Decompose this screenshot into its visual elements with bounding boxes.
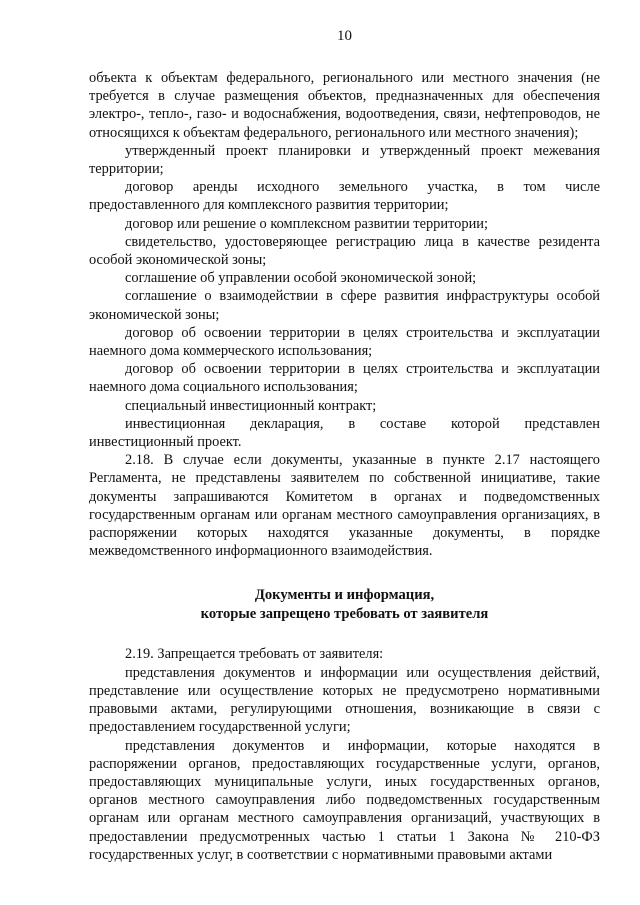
paragraph: соглашение о взаимодействии в сфере развития инфраструктуры особой экономической зоны; — [89, 288, 600, 323]
paragraph: договор об освоении территории в целях строительства и эксплуатации наемного дома социального использования; — [89, 361, 600, 396]
paragraph: 2.18. В случае если документы, указанные в пункте 2.17 настоящего Регламента, не представлены заявителем по собственной инициативе, такие документы запрашиваются Комитетом в органах и подведомственных государственным органам или органам местного самоуправления организациях, в распоряжении которых находятся указанные документы, в порядке межведомственного информационного взаимодействия. — [89, 452, 600, 560]
paragraph: соглашение об управлении особой экономической зоной; — [125, 270, 477, 287]
paragraph: объекта к объектам федерального, регионального или местного значения (не требуется в случае размещения объектов, предназначенных для обеспечения электро-, тепло-, газо- и водоснабжения, водоотведения, связи, нефтепроводов, не относящихся к объектам федерального, регионального или местного значения); — [89, 70, 600, 141]
paragraph: договор аренды исходного земельного участка, в том числе предоставленного для комплексного развития территории; — [89, 179, 600, 214]
page-number: 10 — [337, 28, 352, 44]
paragraph: специальный инвестиционный контракт; — [125, 397, 377, 414]
paragraph: 2.19. Запрещается требовать от заявителя: — [125, 646, 384, 663]
paragraph: представления документов и информации или осуществления действий, представление или осуществление которых не предусмотрено нормативными правовыми актами, регулирующими отношения, возникающие в связи с предоставлением государственной услуги; — [89, 664, 600, 736]
paragraph: утвержденный проект планировки и утвержденный проект межевания территории; — [89, 142, 600, 178]
section-heading — [89, 586, 600, 623]
section-heading-line: которые запрещено требовать от заявителя — [200, 605, 489, 622]
paragraph: договор или решение о комплексном развитии территории; — [125, 215, 488, 232]
paragraph: свидетельство, удостоверяющее регистрацию лица в качестве резидента особой экономической зоны; — [89, 233, 600, 269]
paragraph: инвестиционная декларация, в составе которой представлен инвестиционный проект. — [89, 415, 600, 451]
paragraph: договор об освоении территории в целях строительства и эксплуатации наемного дома коммерческого использования; — [89, 324, 600, 360]
section-heading-line: Документы и информация, — [254, 587, 435, 604]
body-text-bottom — [89, 645, 600, 863]
body-text-top — [89, 69, 600, 560]
paragraph: представления документов и информации, которые находятся в распоряжении органов, предоставляющих государственные услуги, органов, предоставляющих муниципальные услуги, иных государственных органов, органов местного самоуправления либо подведомственных государственным органам или органам местного самоуправления организаций, участвующих в предоставлении предусмотренных частью 1 статьи 1 Закона № 210-ФЗ государственных услуг, в соответствии с нормативными правовыми актами — [89, 737, 600, 863]
